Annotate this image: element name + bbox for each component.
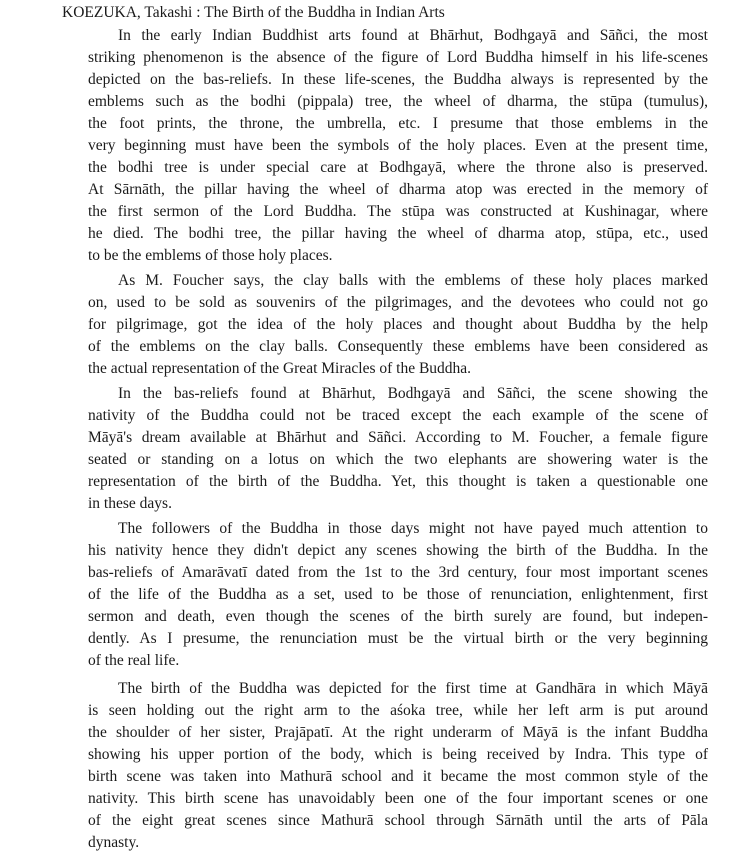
text-line: depicted on the bas-reliefs. In these life-scenes, the Buddha always is represented by the [88,71,708,88]
text-line: he died. The bodhi tree, the pillar having the wheel of dharma atop, stūpa, etc., used [88,225,708,242]
text-line: the shoulder of her sister, Prajāpatī. At the right underarm of Māyā is the infant Buddha [88,724,708,741]
text-line: very beginning must have been the symbols of the holy places. Even at the present time, [88,137,708,154]
text-line: Māyā's dream available at Bhārhut and Sāñci. According to M. Foucher, a female figure [88,429,708,446]
text-line: emblems such as the bodhi (pippala) tree, the wheel of dharma, the stūpa (tumulus), [88,93,708,110]
text-line: on, used to be sold as souvenirs of the pilgrimages, and the devotees who could not go [88,294,708,311]
text-line: nativity of the Buddha could not be traced except the each example of the scene of [88,407,708,424]
text-line: sermon and death, even though the scenes of the birth surely are found, but indepen- [88,608,708,625]
text-line: of the real life. [88,652,180,669]
text-line: of the life of the Buddha as a set, used to be those of renunciation, enlightenment, first [88,586,708,603]
text-line: seated or standing on a lotus on which the two elephants are showering water is the [88,451,708,468]
text-line: showing his upper portion of the body, which is being received by Indra. This type of [88,746,708,763]
text-line: his nativity hence they didn't depict any scenes showing the birth of the Buddha. In the [88,542,708,559]
text-line: The birth of the Buddha was depicted for the first time at Gandhāra in which Māyā [118,680,708,697]
text-line: the first sermon of the Lord Buddha. The stūpa was constructed at Kushinagar, where [88,203,708,220]
page-title: KOEZUKA, Takashi : The Birth of the Buddha in Indian Arts [62,4,445,21]
text-line: As M. Foucher says, the clay balls with the emblems of these holy places marked [118,272,708,289]
text-line: bas-reliefs of Amarāvatī dated from the 1st to the 3rd century, four most important scenes [88,564,708,581]
text-line: dynasty. [88,834,140,851]
text-line: dently. As I presume, the renunciation must be the virtual birth or the very beginning [88,630,708,647]
text-line: the foot prints, the throne, the umbrella, etc. I presume that those emblems in the [88,115,708,132]
text-line: for pilgrimage, got the idea of the holy places and thought about Buddha by the help [88,316,708,333]
text-line: the bodhi tree is under special care at Bodhgayā, where the throne also is preserved. [88,159,708,176]
text-line: of the eight great scenes since Mathurā school through Sārnāth until the arts of Pāla [88,812,708,829]
text-line: In the early Indian Buddhist arts found at Bhārhut, Bodhgayā and Sāñci, the most [118,27,708,44]
text-line: The followers of the Buddha in those days might not have payed much attention to [118,520,708,537]
text-line: birth scene was taken into Mathurā school and it became the most common style of the [88,768,708,785]
text-line: to be the emblems of those holy places. [88,247,333,264]
text-line: striking phenomenon is the absence of the figure of Lord Buddha himself in his life-scenes [88,49,708,66]
text-line: At Sārnāth, the pillar having the wheel of dharma atop was erected in the memory of [88,181,708,198]
text-line: is seen holding out the right arm to the aśoka tree, while her left arm is put around [88,702,708,719]
text-line: the actual representation of the Great Miracles of the Buddha. [88,360,472,377]
text-line: representation of the birth of the Buddha. Yet, this thought is taken a questionable one [88,473,708,490]
text-line: nativity. This birth scene has unavoidably been one of the four important scenes or one [88,790,708,807]
text-line: in these days. [88,495,172,512]
text-line: of the emblems on the clay balls. Consequently these emblems have been considered as [88,338,708,355]
text-line: In the bas-reliefs found at Bhārhut, Bodhgayā and Sāñci, the scene showing the [118,385,708,402]
